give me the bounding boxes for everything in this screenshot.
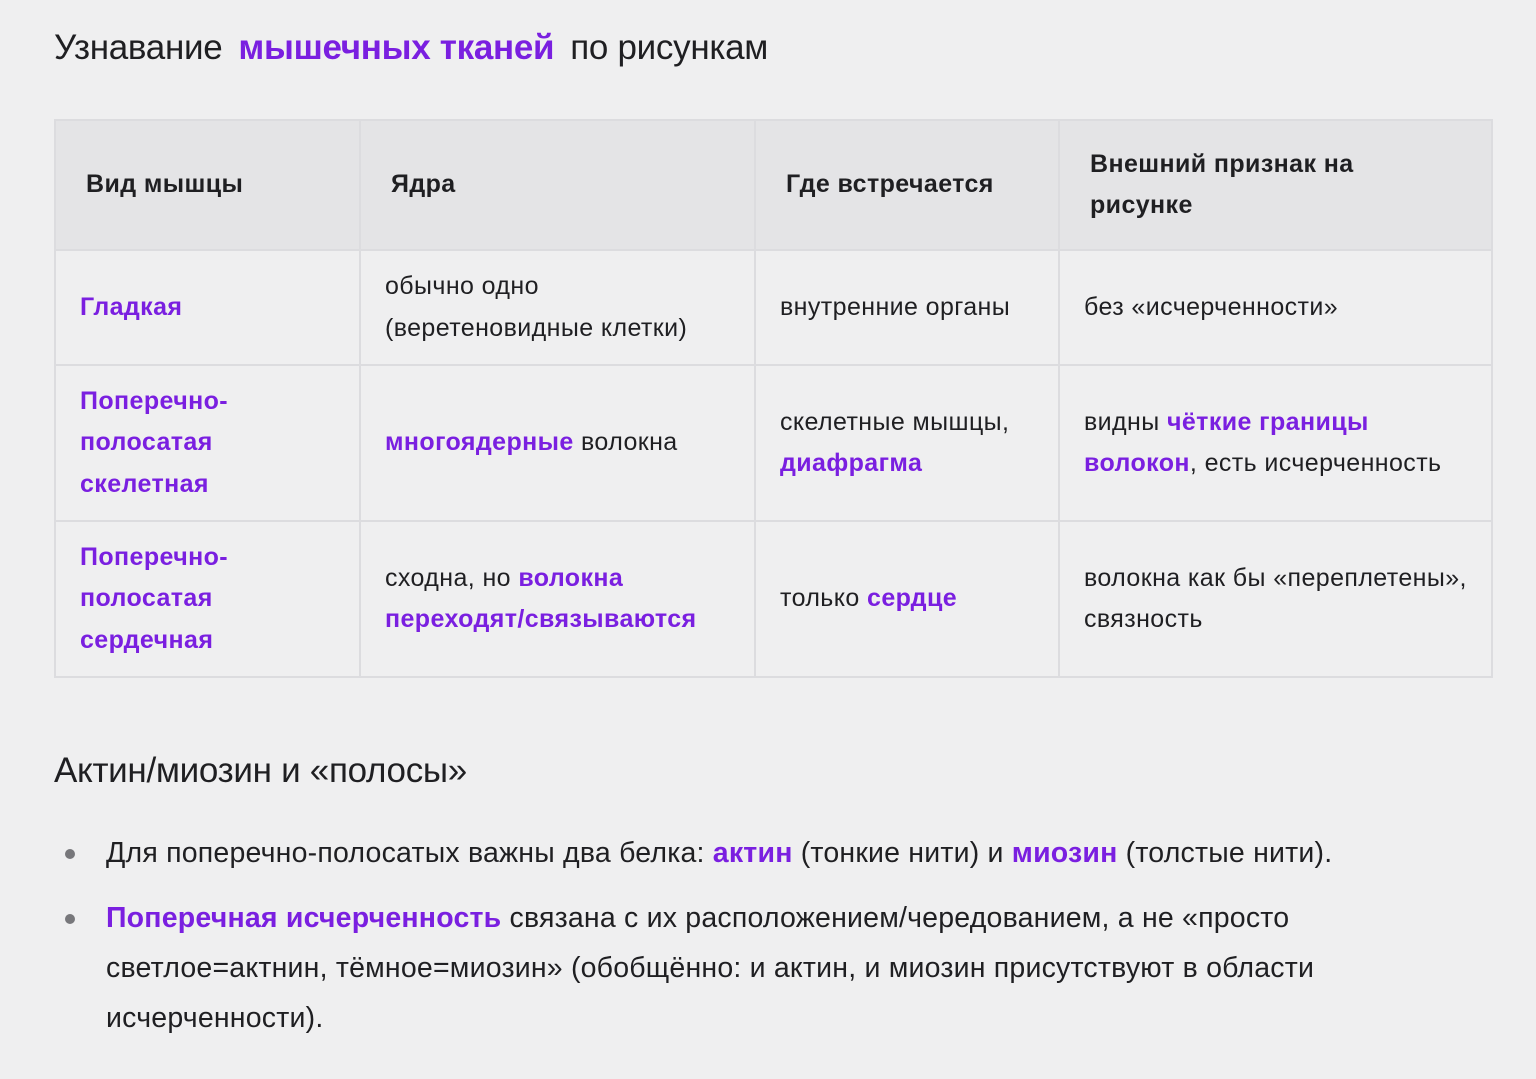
header-location: Где встречается	[755, 120, 1059, 250]
bullet-text: связана с их расположением/чередованием, а не «просто светлое=актнин, тёмное=миозин» (обобщённо: и актин, и миозин присутствуют в области исчерченности).	[106, 902, 1315, 1034]
cell-text: скелетные мышцы,	[780, 407, 1010, 436]
cell-text: видны	[1084, 407, 1167, 436]
location-cell	[755, 365, 1059, 521]
muscle-tissue-table	[54, 119, 1493, 678]
cell-highlight: чёткие границы волокон	[1084, 407, 1369, 477]
muscle-type-cell: Гладкая	[55, 250, 360, 365]
cell-highlight: волокна переходят/связываются	[385, 563, 697, 633]
visual-sign-cell	[1059, 521, 1492, 677]
page-title	[54, 0, 1491, 69]
muscle-type-cell: Поперечно-полосатая сердечная	[55, 521, 360, 677]
cell-text: внутренние органы	[780, 292, 1011, 321]
title-part1: Узнавание	[54, 28, 223, 67]
muscle-type-cell: Поперечно-полосатая скелетная	[55, 365, 360, 521]
header-visual-sign: Внешний признак на рисунке	[1059, 120, 1492, 250]
location-cell	[755, 521, 1059, 677]
visual-sign-cell	[1059, 250, 1492, 365]
cell-text: , есть исчерченность	[1189, 449, 1442, 477]
bullet-list	[54, 828, 1474, 1058]
cell-text: без «исчерченности»	[1084, 292, 1339, 321]
bullet-highlight: миозин	[1011, 837, 1118, 869]
table-row	[55, 250, 1492, 365]
header-muscle-type: Вид мышцы	[55, 120, 360, 250]
title-highlight: мышечных тканей	[238, 28, 555, 67]
table-row	[55, 521, 1492, 677]
title-part2: по рисункам	[570, 28, 769, 67]
bullet-text: (тонкие нити) и	[792, 837, 1012, 869]
visual-sign-cell	[1059, 365, 1492, 521]
bullet-text: (толстые нити).	[1117, 837, 1333, 869]
table-row	[55, 365, 1492, 521]
cell-text: сходна, но	[385, 563, 519, 592]
nuclei-cell	[360, 250, 755, 365]
list-item	[54, 893, 1474, 1043]
cell-highlight: сердце	[867, 584, 958, 613]
page	[54, 0, 1491, 1034]
table-header-row	[55, 120, 1492, 250]
bullet-icon	[65, 849, 75, 859]
list-item	[54, 828, 1474, 878]
location-cell	[755, 250, 1059, 365]
bullet-text: Для поперечно-полосатых важны два белка:	[106, 837, 713, 869]
bullet-highlight: Поперечная исчерченность	[106, 902, 502, 934]
bullet-icon	[65, 914, 75, 924]
cell-text: волокна	[573, 428, 678, 457]
cell-highlight: диафрагма	[780, 449, 923, 477]
nuclei-cell	[360, 365, 755, 521]
cell-text: обычно одно (веретеновидные клетки)	[385, 272, 688, 342]
cell-text: волокна как бы «переплетены», связность	[1084, 563, 1467, 633]
cell-text: только	[780, 584, 868, 613]
section-title: Актин/миозин и «полосы»	[54, 751, 467, 790]
cell-highlight: многоядерные	[385, 428, 574, 457]
bullet-highlight: актин	[712, 837, 793, 869]
nuclei-cell	[360, 521, 755, 677]
header-nuclei: Ядра	[360, 120, 755, 250]
